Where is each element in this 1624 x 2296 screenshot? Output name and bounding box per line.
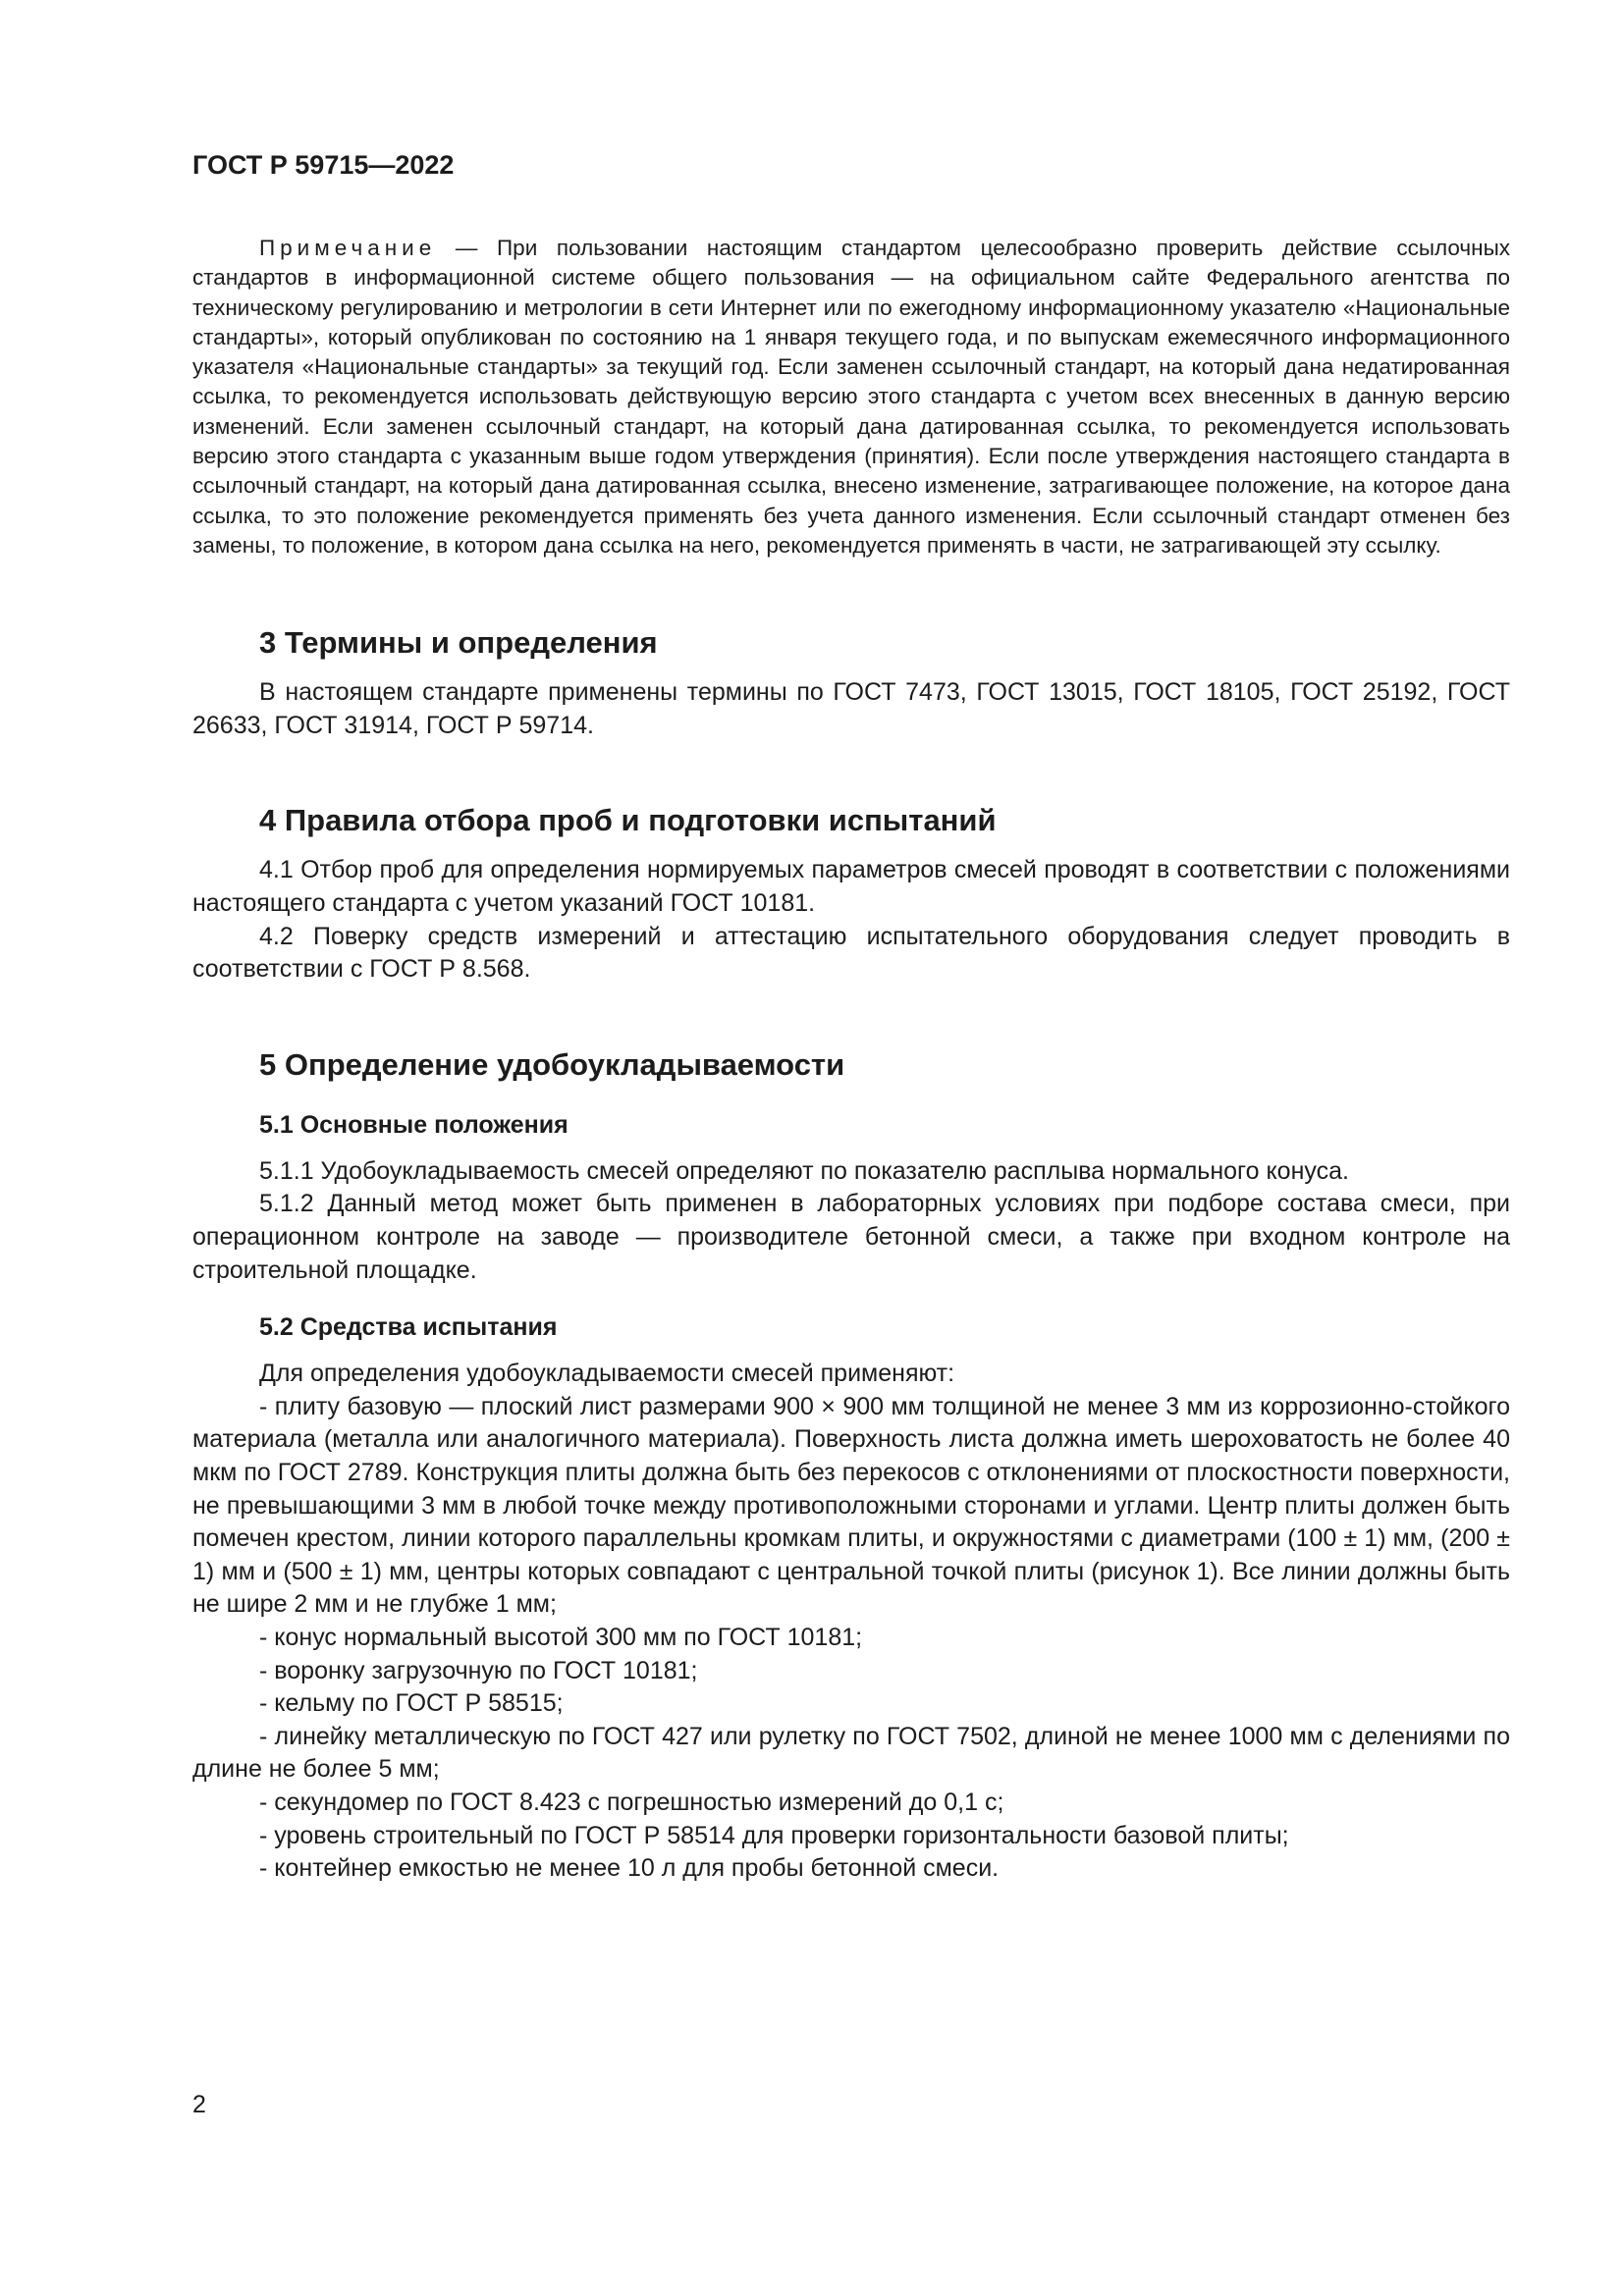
document-page [192, 147, 1510, 1886]
page-number: 2 [192, 2091, 206, 2118]
equipment-item: - конус нормальный высотой 300 мм по ГОСТ 10181; [259, 1623, 863, 1651]
equipment-item: - секундомер по ГОСТ 8.423 с погрешностью измерений до 0,1 с; [259, 1788, 1004, 1816]
section-3-text: В настоящем стандарте применены термины по ГОСТ 7473, ГОСТ 13015, ГОСТ 18105, ГОСТ 25192, ГОСТ 26633, ГОСТ 31914, ГОСТ Р 59714. [192, 678, 1510, 739]
equipment-item: - линейку металлическую по ГОСТ 427 или рулетку по ГОСТ 7502, длиной не менее 1000 мм с делениями по длине не более 5 мм; [192, 1722, 1510, 1784]
document-header: ГОСТ Р 59715—2022 [192, 150, 455, 180]
note-label: Примечание [259, 236, 437, 260]
section-4-1-text: 4.1 Отбор проб для определения нормируемых параметров смесей проводят в соответствии с положениями настоящего стандарта с учетом указаний ГОСТ 10181. [192, 856, 1510, 918]
equipment-item: - уровень строительный по ГОСТ Р 58514 для проверки горизонтальности базовой плиты; [259, 1821, 1289, 1849]
equipment-item: - воронку загрузочную по ГОСТ 10181; [259, 1656, 698, 1684]
section-5-title: 5 Определение удобоукладываемости [259, 1046, 845, 1082]
note-paragraph [192, 234, 1510, 561]
section-5-1-1-text: 5.1.1 Удобоукладываемость смесей определяют по показателю расплыва нормального конуса. [259, 1156, 1349, 1185]
subsection-5-2-title: 5.2 Средства испытания [259, 1313, 558, 1342]
section-4-2-text: 4.2 Поверку средств измерений и аттестацию испытательного оборудования следует проводить в соответствии с ГОСТ Р 8.568. [192, 922, 1510, 984]
equipment-item: - плиту базовую — плоский лист размерами 900 × 900 мм толщиной не менее 3 мм из коррозионно-стойкого материала (металла или аналогичного материала). Поверхность листа должна иметь шероховатость не более 40 мкм по ГОСТ 2789. Конструкция плиты должна быть без перекосов с отклонениями от плоскостности поверхности, не превышающими 3 мм в любой точке между противоположными сторонами и углами. Центр плиты должен быть помечен крестом, линии которого параллельны кромкам плиты, и окружностями с диаметрами (100 ± 1) мм, (200 ± 1) мм и (500 ± 1) мм, центры которых совпадают с центральной точкой плиты (рисунок 1). Все линии должны быть не шире 2 мм и не глубже 1 мм; [192, 1392, 1510, 1619]
equipment-item: - контейнер емкостью не менее 10 л для пробы бетонной смеси. [259, 1854, 1000, 1883]
section-3-title: 3 Термины и определения [259, 625, 658, 661]
note-text: — При пользовании настоящим стандартом целесообразно проверить действие ссылочных стандартов в информационной системе общего пользования — на официальном сайте Федерального агентства по техническому регулированию и метрологии в сети Интернет или по ежегодному информационному указателю «Национальные стандарты», который опубликован по состоянию на 1 января текущего года, и по выпускам ежемесячного информационного указателя «Национальные стандарты» за текущий год. Если заменен ссылочный стандарт, на который дана недатированная ссылка, то рекомендуется использовать действующую версию этого стандарта с учетом всех внесенных в данную версию изменений. Если заменен ссылочный стандарт, на который дана датированная ссылка, то рекомендуется использовать версию этого стандарта с указанным выше годом утверждения (принятия). Если после утверждения настоящего стандарта в ссылочный стандарт, на который дана датированная ссылка, внесено изменение, затрагивающее положение, на которое дана ссылка, то это положение рекомендуется применять без учета данного изменения. Если ссылочный стандарт отменен без замены, то положение, в котором дана ссылка на него, рекомендуется применять в части, не затрагивающей эту ссылку. [192, 236, 1510, 558]
equipment-item: - кельму по ГОСТ Р 58515; [259, 1689, 564, 1718]
section-4-title: 4 Правила отбора проб и подготовки испытаний [259, 803, 997, 838]
subsection-5-1-title: 5.1 Основные положения [259, 1110, 568, 1139]
section-5-1-2-text: 5.1.2 Данный метод может быть применен в лабораторных условиях при подборе состава смеси, при операционном контроле на заводе — производителе бетонной смеси, а также при входном контроле на строительной площадке. [192, 1190, 1510, 1284]
equipment-intro: Для определения удобоукладываемости смесей применяют: [259, 1360, 955, 1388]
